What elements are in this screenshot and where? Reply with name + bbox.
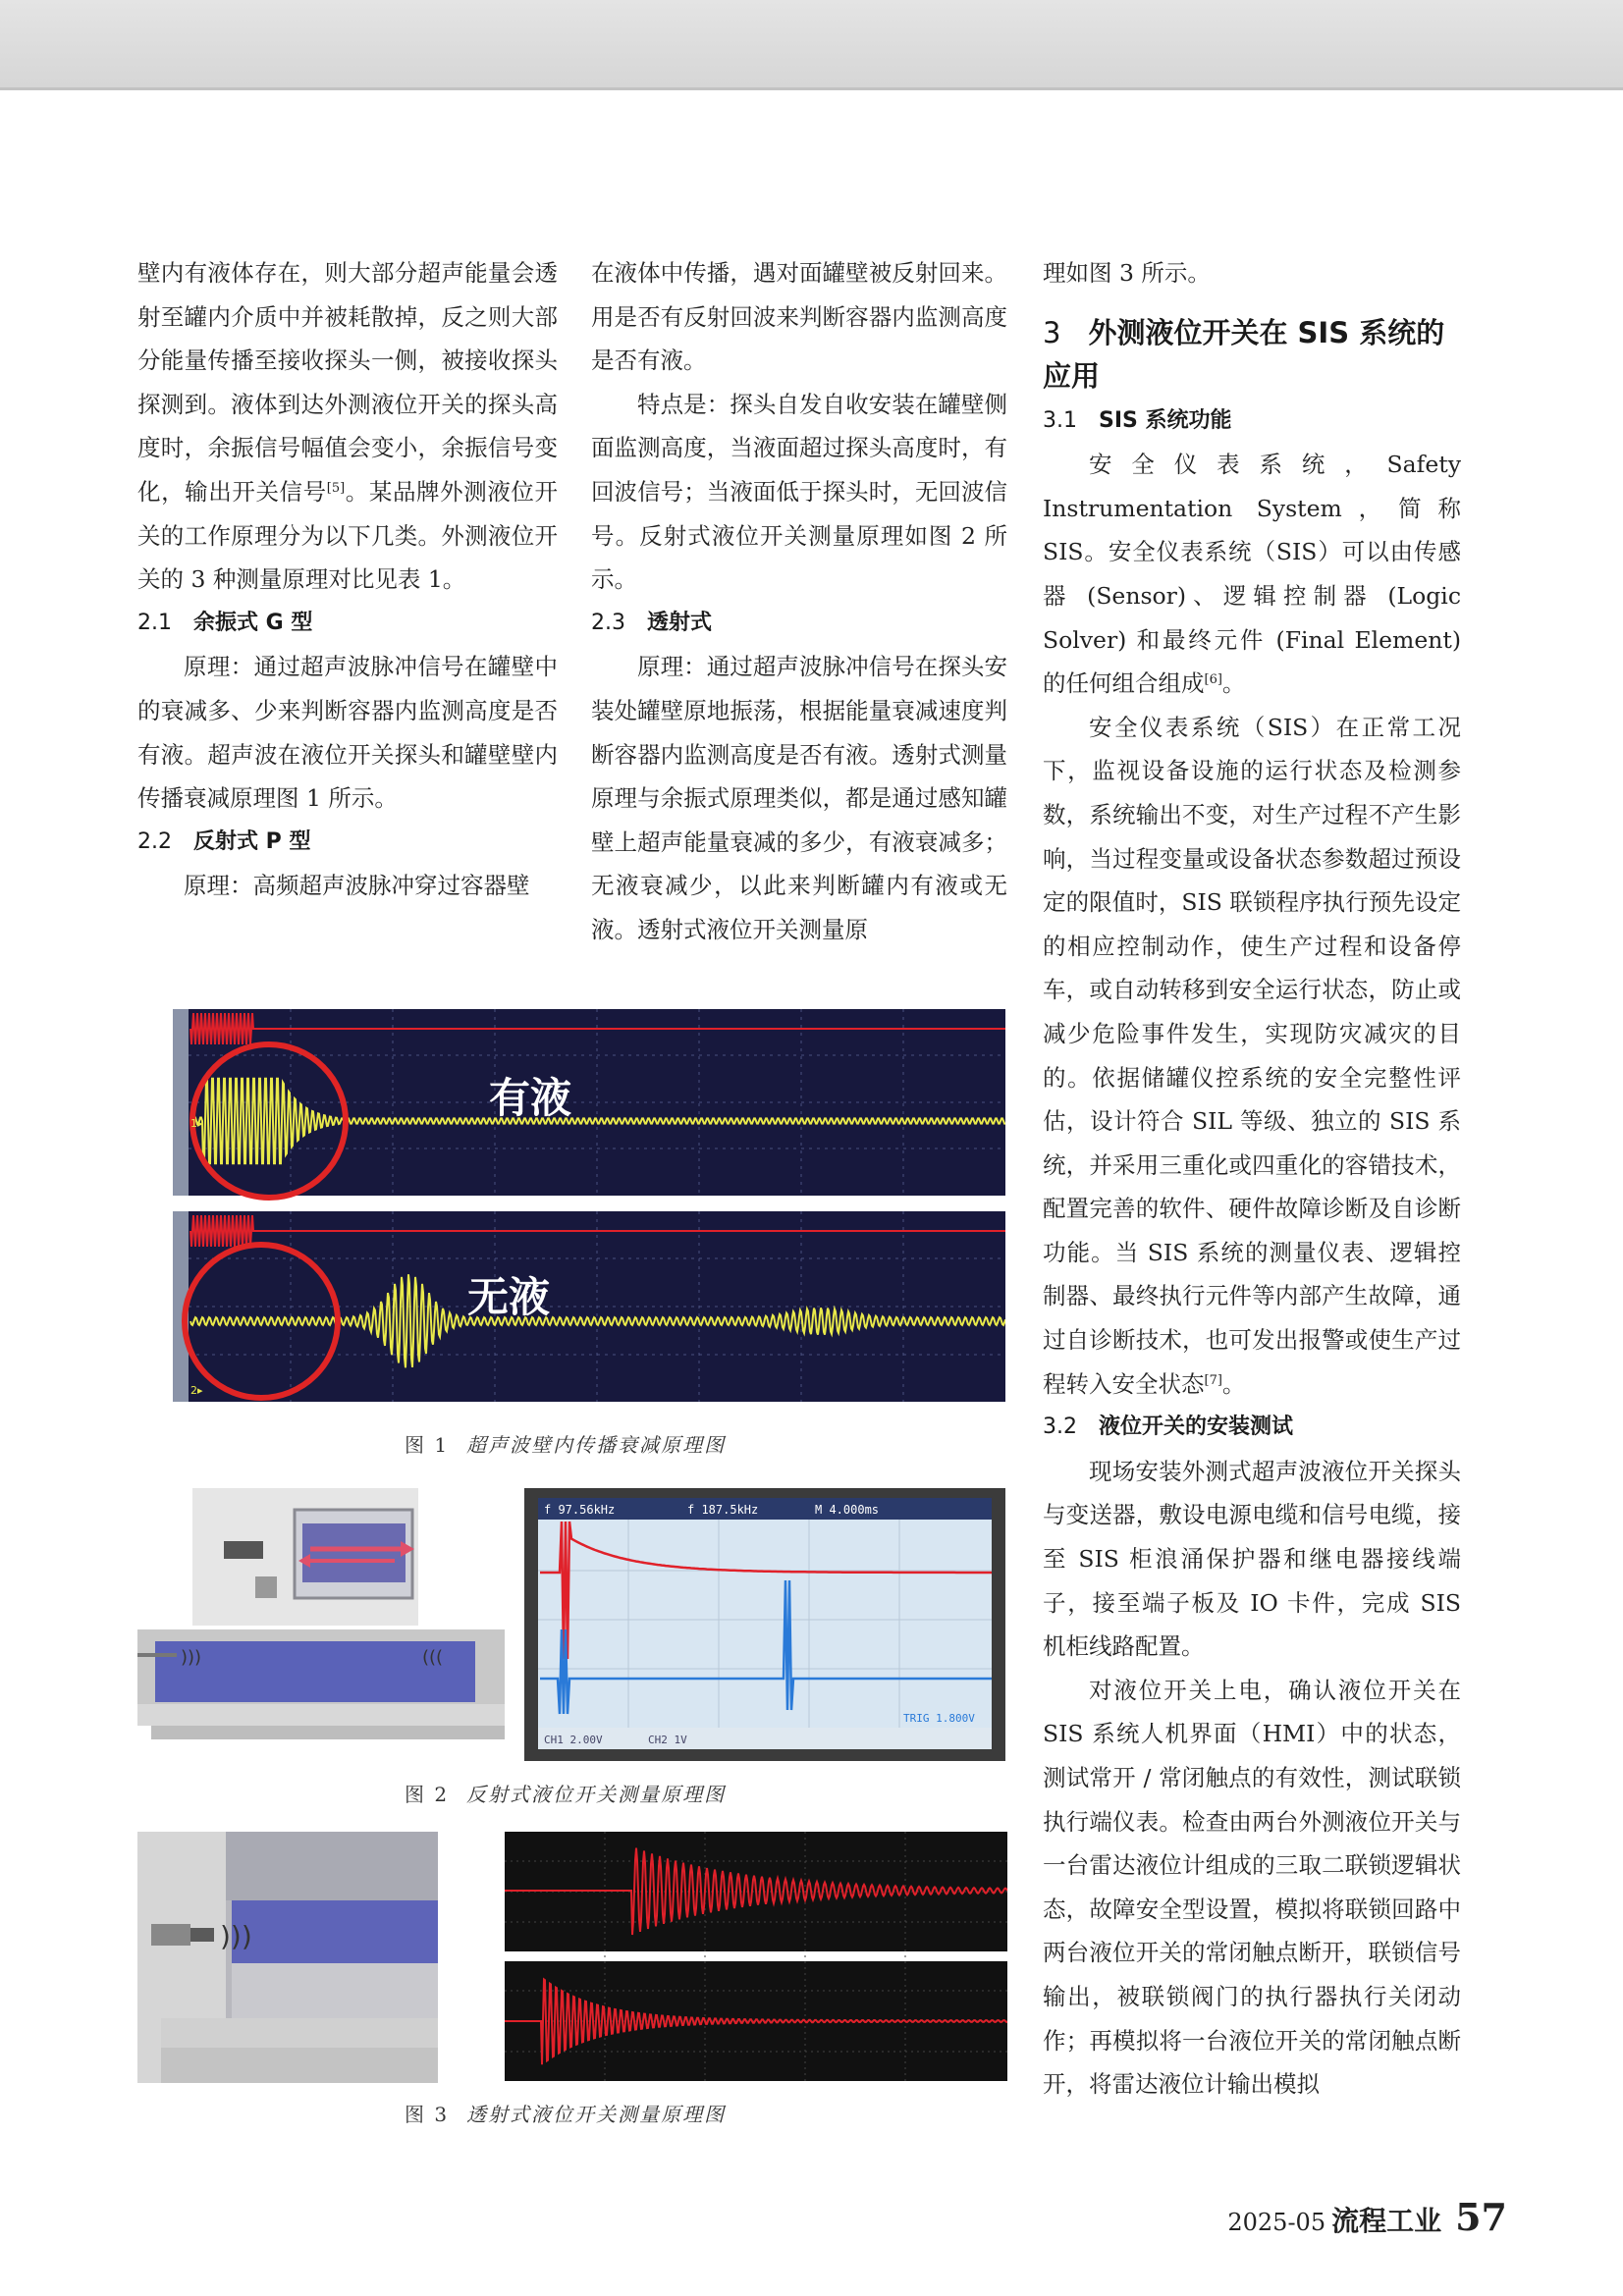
paragraph: 现场安装外测式超声波液位开关探头与变送器，敷设电源电缆和信号电缆，接至 SIS 柜浪涌保护器和继电器接线端子，接至端子板及 IO 卡件，完成 SIS 机柜线路配置。 bbox=[1043, 1457, 1461, 1661]
page-footer bbox=[1227, 2195, 1507, 2239]
figure-3 bbox=[137, 1832, 1007, 2083]
paragraph: 对液位开关上电，确认液位开关在 SIS 系统人机界面（HMI）中的状态，测试常开 / 常闭触点的有效性，测试联锁执行端仪表。检查由两台外测液位开关与一台雷达液位计组成的三取二联锁逻辑状态，故障安全型设置，模拟将联锁回路中两台液位开关的常闭触点断开，联锁信号输出，被联锁阀门的执行器执行关闭动作；再模拟将一台液位开关的常闭触点断开，将雷达液位计输出模拟 bbox=[1043, 1676, 1461, 2099]
svg-text:(((: ((( bbox=[422, 1647, 444, 1668]
text-column-2 bbox=[591, 251, 1007, 952]
section-heading-3-1: 3.1 SIS 系统功能 bbox=[1043, 407, 1232, 433]
citation: [5] bbox=[326, 480, 346, 496]
scope-ch1: CH1 2.00V bbox=[544, 1734, 603, 1746]
section-heading-3: 3 外测液位开关在 SIS 系统的应用 bbox=[1043, 315, 1445, 393]
paragraph: 原理：通过超声波脉冲信号在探头安装处罐壁原地振荡，根据能量衰减速度判断容器内监测高度是否有液。透射式测量原理与余振式原理类似，都是通过感知罐壁上超声能量衰减的多少，有液衰减多；无液衰减少，以此来判断罐内有液或无液。透射式液位开关测量原 bbox=[591, 653, 1007, 943]
page-number: 57 bbox=[1455, 2195, 1507, 2239]
channel-marker: 1▸ bbox=[190, 1117, 203, 1130]
label-with-liquid: 有液 bbox=[489, 1074, 572, 1122]
channel-marker: 2▸ bbox=[190, 1384, 203, 1397]
figure-2-images bbox=[137, 1482, 1007, 1767]
section-heading-3-2: 3.2 液位开关的安装测试 bbox=[1043, 1415, 1294, 1440]
svg-text:))): ))) bbox=[181, 1647, 202, 1668]
citation: [6] bbox=[1204, 672, 1222, 688]
figure-1-oscilloscope-image bbox=[173, 1009, 1005, 1402]
paragraph: 安全仪表系统，Safety Instrumentation System，简称 SIS。安全仪表系统（SIS）可以由传感器 (Sensor)、逻辑控制器 (Logic Solver) 和最终元件 (Final Element) 的任何组合组成[6]。 bbox=[1043, 451, 1461, 698]
figure-2 bbox=[137, 1482, 1007, 1767]
citation: [7] bbox=[1204, 1372, 1222, 1388]
paragraph: 原理：高频超声波脉冲穿过容器壁 bbox=[184, 872, 530, 900]
paragraph: 壁内有液体存在，则大部分超声能量会透射至罐内介质中并被耗散掉，反之则大部分能量传播至接收探头一侧，被接收探头探测到。液体到达外测液位开关的探头高度时，余振信号幅值会变小，余振信号变化，输出开关信号[5]。某品牌外测液位开关的工作原理分为以下几类。外测液位开关的 3 种测量原理对比见表 1。 bbox=[137, 259, 559, 594]
figure-2-caption: 图 2 反射式液位开关测量原理图 bbox=[405, 1783, 727, 1806]
section-heading-2-1: 2.1 余振式 G 型 bbox=[137, 610, 313, 635]
page-header-band bbox=[0, 0, 1623, 90]
scope-ch2: CH2 1V bbox=[648, 1734, 687, 1746]
paragraph: 特点是：探头自发自收安装在罐壁侧面监测高度，当液面超过探头高度时，有回波信号；当液面低于探头时，无回波信号。反射式液位开关测量原理如图 2 所示。 bbox=[591, 390, 1007, 594]
figure-3-images bbox=[137, 1832, 1007, 2083]
figure-1 bbox=[173, 1009, 1005, 1402]
label-without-liquid: 无液 bbox=[467, 1273, 551, 1321]
scope-freq-1: f 97.56kHz bbox=[544, 1503, 616, 1517]
section-heading-2-3: 2.3 透射式 bbox=[591, 610, 713, 635]
paragraph: 在液体中传播，遇对面罐壁被反射回来。用是否有反射回波来判断容器内监测高度是否有液。 bbox=[591, 259, 1007, 375]
figure-1-caption: 图 1 超声波壁内传播衰减原理图 bbox=[405, 1433, 727, 1457]
paragraph: 安全仪表系统（SIS）在正常工况下，监视设备设施的运行状态及检测参数，系统输出不变，对生产过程不产生影响，当过程变量或设备状态参数超过预设定的限值时，SIS 联锁程序执行预先设定的相应控制动作，使生产过程和设备停车，或自动转移到安全运行状态，防止或减少危险事件发生，实现防灾减灾的目的。依据储罐仪控系统的安全完整性评估，设计符合 SIL 等级、独立的 SIS 系统，并采用三重化或四重化的容错技术，配置完善的软件、硬件故障诊断及自诊断功能。当 SIS 系统的测量仪表、逻辑控制器、最终执行元件等内部产生故障，通过自诊断技术，也可发出报警或使生产过程转入安全状态[7]。 bbox=[1043, 713, 1461, 1398]
paragraph: 理如图 3 所示。 bbox=[1043, 259, 1211, 287]
journal-name: 流程工业 bbox=[1331, 2205, 1442, 2237]
text-column-1 bbox=[137, 251, 558, 908]
issue-number: 2025-05 bbox=[1227, 2209, 1326, 2236]
scope-freq-2: f 187.5kHz bbox=[687, 1503, 759, 1517]
paragraph: 原理：通过超声波脉冲信号在罐壁中的衰减多、少来判断容器内监测高度是否有液。超声波在液位开关探头和罐壁壁内传播衰减原理图 1 所示。 bbox=[137, 653, 558, 813]
svg-text:))): ))) bbox=[220, 1920, 252, 1952]
text-column-3 bbox=[1043, 251, 1461, 2107]
scope-trigger: TRIG 1.800V bbox=[903, 1712, 975, 1725]
scope-timebase: M 4.000ms bbox=[815, 1503, 880, 1517]
figure-3-caption: 图 3 透射式液位开关测量原理图 bbox=[405, 2103, 727, 2126]
section-heading-2-2: 2.2 反射式 P 型 bbox=[137, 828, 311, 854]
